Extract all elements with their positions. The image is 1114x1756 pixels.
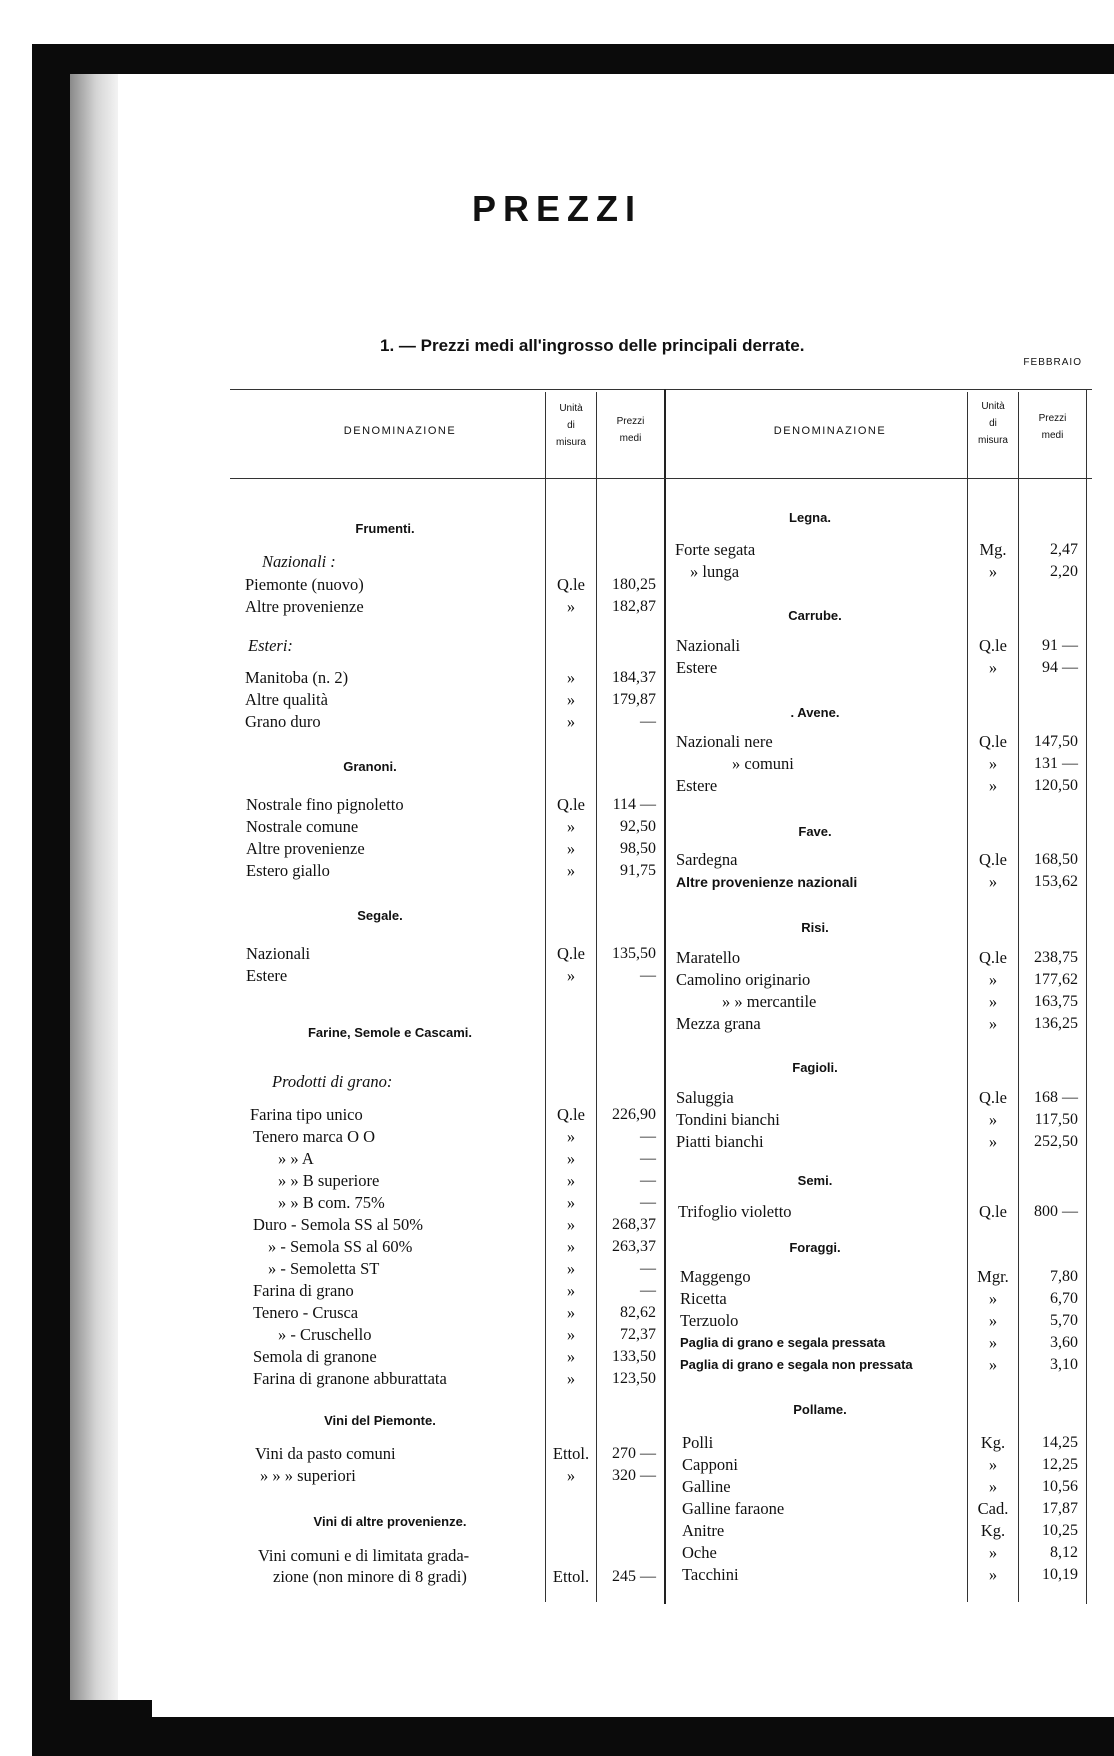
scan-border-left: [32, 44, 70, 1756]
row-price: 168 —: [1034, 1089, 1078, 1106]
row-name: Sardegna: [676, 850, 738, 869]
row-unit: »: [988, 1132, 998, 1151]
row-name: » comuni: [732, 754, 794, 773]
row-name: Altre provenienze: [246, 839, 365, 858]
row-unit: »: [988, 1455, 998, 1474]
row-name: Farina tipo unico: [250, 1105, 363, 1124]
row-name: » » mercantile: [722, 992, 817, 1011]
row-price: —: [640, 1128, 656, 1145]
section-title: Farine, Semole e Cascami.: [307, 1025, 473, 1040]
row-name: Piemonte (nuovo): [245, 575, 364, 594]
row-price: 252,50: [1034, 1133, 1078, 1150]
table-subtitle: 1. — Prezzi medi all'ingrosso delle principali derrate.: [380, 336, 805, 355]
row-price: 10,56: [1042, 1478, 1078, 1495]
row-price: —: [640, 1194, 656, 1211]
row-name: Semola di granone: [253, 1347, 377, 1366]
row-name: Tacchini: [682, 1565, 739, 1584]
row-unit: »: [988, 1543, 998, 1562]
row-name: Estere: [676, 776, 718, 795]
section-title: Pollame.: [793, 1402, 847, 1417]
row-price: 226,90: [612, 1106, 656, 1123]
row-price: —: [640, 1260, 656, 1277]
row-unit: »: [988, 562, 998, 581]
row-name: Oche: [682, 1543, 717, 1562]
row-price: 91,75: [620, 862, 656, 879]
row-price: 263,37: [612, 1238, 656, 1255]
section-title: Semi.: [797, 1173, 833, 1188]
row-unit: »: [988, 1355, 998, 1374]
row-unit: Q.le: [979, 1088, 1007, 1107]
row-price: 136,25: [1034, 1015, 1078, 1032]
row-price: —: [640, 1150, 656, 1167]
row-price: 135,50: [612, 945, 656, 962]
row-price: 123,50: [612, 1370, 656, 1387]
row-price: 94 —: [1042, 659, 1078, 676]
row-name: Nazionali nere: [676, 732, 773, 751]
row-name: » - Semola SS al 60%: [268, 1237, 413, 1256]
row-name: Paglia di grano e segala pressata: [680, 1335, 886, 1350]
row-name: Altre provenienze: [245, 597, 364, 616]
row-name: Forte segata: [675, 540, 756, 559]
row-unit: »: [988, 992, 998, 1011]
row-name: Ricetta: [680, 1289, 727, 1308]
row-unit: »: [988, 754, 998, 773]
subsection-label: Prodotti di grano:: [272, 1072, 393, 1091]
row-name: » - Semoletta ST: [268, 1259, 380, 1278]
header-denominazione-left: DENOMINAZIONE: [343, 425, 457, 437]
scan-border-bottom: [118, 1717, 1114, 1756]
scan-shadow-left: [70, 74, 118, 1756]
row-unit: »: [566, 690, 576, 709]
table-top-rule: [230, 389, 1092, 390]
row-price: 72,37: [620, 1326, 656, 1343]
row-unit: »: [566, 1127, 576, 1146]
row-price: 91 —: [1042, 637, 1078, 654]
row-name: Farina di granone abburattata: [253, 1369, 447, 1388]
row-price: 3,60: [1050, 1334, 1078, 1351]
row-name: Farina di grano: [253, 1281, 354, 1300]
row-name: Terzuolo: [680, 1311, 739, 1330]
page-title: PREZZI: [471, 188, 642, 229]
col-rule-right-edge: [1086, 389, 1087, 1604]
row-unit: »: [566, 668, 576, 687]
row-unit: »: [566, 712, 576, 731]
row-unit: »: [988, 872, 998, 891]
row-unit: »: [988, 658, 998, 677]
row-price: 245 —: [612, 1568, 656, 1585]
row-price: 92,50: [620, 818, 656, 835]
section-title: Foraggi.: [789, 1240, 841, 1255]
subsection-label: Esteri:: [248, 636, 293, 655]
row-name: Duro - Semola SS al 50%: [253, 1215, 424, 1234]
row-unit: »: [566, 1303, 576, 1322]
row-name: Estere: [246, 966, 288, 985]
row-name: Estere: [676, 658, 718, 677]
row-name: » - Cruschello: [278, 1325, 372, 1344]
subsection-label: Nazionali :: [262, 552, 336, 571]
row-name: Nazionali: [246, 944, 311, 963]
header-unit-right: Unità di misura: [977, 401, 1008, 446]
row-unit: Ettol.: [552, 1567, 590, 1586]
row-name: Trifoglio violetto: [678, 1202, 792, 1221]
section-title: Fagioli.: [792, 1060, 838, 1075]
section-title: Granoni.: [343, 759, 397, 774]
row-unit: »: [566, 1193, 576, 1212]
row-unit: »: [566, 1369, 576, 1388]
row-name: Galline faraone: [682, 1499, 785, 1518]
row-unit: Mgr.: [977, 1267, 1009, 1286]
month-label: FEBBRAIO: [1023, 357, 1082, 368]
row-price: 117,50: [1034, 1111, 1078, 1128]
row-unit: Q.le: [979, 636, 1007, 655]
row-price: —: [640, 1172, 656, 1189]
row-unit: »: [566, 1466, 576, 1485]
row-name: Nazionali: [676, 636, 741, 655]
row-unit: »: [988, 1565, 998, 1584]
row-name: Estero giallo: [246, 861, 330, 880]
row-name: Paglia di grano e segala non pressata: [680, 1357, 913, 1372]
row-price: 10,25: [1042, 1522, 1078, 1539]
row-price: 153,62: [1034, 873, 1078, 890]
row-name: Grano duro: [245, 712, 321, 731]
row-name: Galline: [682, 1477, 731, 1496]
row-price: 270 —: [612, 1445, 656, 1462]
row-unit: »: [988, 1014, 998, 1033]
row-price: 82,62: [620, 1304, 656, 1321]
col-rule-left-unit: [545, 392, 546, 1602]
row-price: 133,50: [612, 1348, 656, 1365]
row-name: Mezza grana: [676, 1014, 761, 1033]
row-name: Nostrale fino pignoletto: [246, 795, 404, 814]
section-title: Risi.: [801, 920, 829, 935]
row-price: 320 —: [612, 1467, 656, 1484]
section-title: . Avene.: [790, 705, 840, 720]
row-price: 5,70: [1050, 1312, 1078, 1329]
row-name: Maratello: [676, 948, 741, 967]
row-name: zione (non minore di 8 gradi): [273, 1567, 467, 1586]
row-unit: »: [566, 1171, 576, 1190]
row-unit: »: [566, 839, 576, 858]
row-name: Altre qualità: [245, 690, 328, 709]
col-rule-center: [664, 389, 666, 1604]
row-price: 10,19: [1042, 1566, 1078, 1583]
row-unit: Ettol.: [552, 1444, 590, 1463]
row-price: 147,50: [1034, 733, 1078, 750]
header-bottom-rule: [230, 478, 1092, 479]
row-name: » » A: [278, 1149, 314, 1168]
row-unit: Q.le: [557, 1105, 585, 1124]
row-unit: »: [988, 1110, 998, 1129]
row-price: 182,87: [612, 598, 656, 615]
row-unit: »: [988, 776, 998, 795]
row-price: —: [640, 1282, 656, 1299]
row-unit: Q.le: [557, 795, 585, 814]
row-unit: »: [566, 817, 576, 836]
section-title: Legna.: [789, 510, 831, 525]
row-name: Tenero marca O O: [253, 1127, 376, 1146]
row-unit: Q.le: [979, 948, 1007, 967]
header-denominazione-right: DENOMINAZIONE: [773, 425, 887, 437]
row-unit: Q.le: [979, 732, 1007, 751]
row-unit: »: [988, 1311, 998, 1330]
row-unit: Q.le: [979, 1202, 1007, 1221]
section-title: Vini di altre provenienze.: [313, 1514, 467, 1529]
row-name: Anitre: [682, 1521, 725, 1540]
header-price-left: Prezzi medi: [616, 416, 645, 444]
row-unit: Mg.: [979, 540, 1007, 559]
section-title: Fave.: [798, 824, 832, 839]
row-price: 168,50: [1034, 851, 1078, 868]
row-price: 114 —: [612, 796, 656, 813]
section-title: Segale.: [357, 908, 403, 923]
row-price: 17,87: [1042, 1500, 1078, 1517]
row-name: Polli: [682, 1433, 714, 1452]
row-name: Piatti bianchi: [676, 1132, 764, 1151]
row-name: Manitoba (n. 2): [245, 668, 349, 687]
row-price: 180,25: [612, 576, 656, 593]
row-price: 177,62: [1034, 971, 1078, 988]
row-price: 3,10: [1050, 1356, 1078, 1373]
row-unit: »: [566, 1259, 576, 1278]
row-price: 163,75: [1034, 993, 1078, 1010]
row-price: 98,50: [620, 840, 656, 857]
row-name: Capponi: [682, 1455, 738, 1474]
header-price-right: Prezzi medi: [1038, 413, 1067, 441]
row-unit: »: [566, 1215, 576, 1234]
row-name: Saluggia: [676, 1088, 734, 1107]
row-unit: Q.le: [979, 850, 1007, 869]
row-unit: »: [988, 1333, 998, 1352]
row-unit: »: [988, 1477, 998, 1496]
row-price: 238,75: [1034, 949, 1078, 966]
row-price: 6,70: [1050, 1290, 1078, 1307]
section-title: Vini del Piemonte.: [324, 1413, 436, 1428]
row-price: 120,50: [1034, 777, 1078, 794]
section-title: Frumenti.: [355, 521, 415, 536]
row-price: 7,80: [1050, 1268, 1078, 1285]
row-name: » » » superiori: [260, 1466, 356, 1485]
row-name: » » B superiore: [278, 1171, 380, 1190]
row-unit: »: [566, 1149, 576, 1168]
row-price: 2,47: [1050, 541, 1078, 558]
header-unit-left: Unità di misura: [555, 403, 586, 448]
row-name: Vini comuni e di limitata grada-: [258, 1546, 470, 1565]
row-price: 8,12: [1050, 1544, 1078, 1561]
row-price: 800 —: [1034, 1203, 1078, 1220]
row-unit: »: [566, 1325, 576, 1344]
row-unit: »: [566, 1347, 576, 1366]
row-name: Nostrale comune: [246, 817, 359, 836]
row-unit: Q.le: [557, 575, 585, 594]
row-unit: Kg.: [980, 1433, 1006, 1452]
row-name: Camolino originario: [676, 970, 811, 989]
row-name: » lunga: [690, 562, 740, 581]
row-name: Maggengo: [680, 1267, 751, 1286]
row-unit: »: [566, 597, 576, 616]
row-unit: »: [988, 970, 998, 989]
row-price: 2,20: [1050, 563, 1078, 580]
row-price: 184,37: [612, 669, 656, 686]
row-unit: »: [566, 1281, 576, 1300]
row-price: 14,25: [1042, 1434, 1078, 1451]
row-name: Vini da pasto comuni: [255, 1444, 396, 1463]
row-unit: Cad.: [977, 1499, 1009, 1518]
row-unit: »: [566, 1237, 576, 1256]
row-name: Tenero - Crusca: [253, 1303, 359, 1322]
row-name: Altre provenienze nazionali: [676, 874, 858, 890]
row-name: Tondini bianchi: [676, 1110, 780, 1129]
row-price: —: [640, 713, 656, 730]
row-unit: »: [566, 966, 576, 985]
row-price: 131 —: [1034, 755, 1078, 772]
row-unit: Kg.: [980, 1521, 1006, 1540]
row-price: —: [640, 967, 656, 984]
row-price: 179,87: [612, 691, 656, 708]
row-name: » » B com. 75%: [278, 1193, 385, 1212]
row-price: 12,25: [1042, 1456, 1078, 1473]
row-unit: »: [566, 861, 576, 880]
scan-border-top: [32, 44, 1114, 74]
row-unit: »: [988, 1289, 998, 1308]
row-price: 268,37: [612, 1216, 656, 1233]
section-title: Carrube.: [788, 608, 842, 623]
col-rule-left-price: [596, 392, 597, 1602]
row-unit: Q.le: [557, 944, 585, 963]
